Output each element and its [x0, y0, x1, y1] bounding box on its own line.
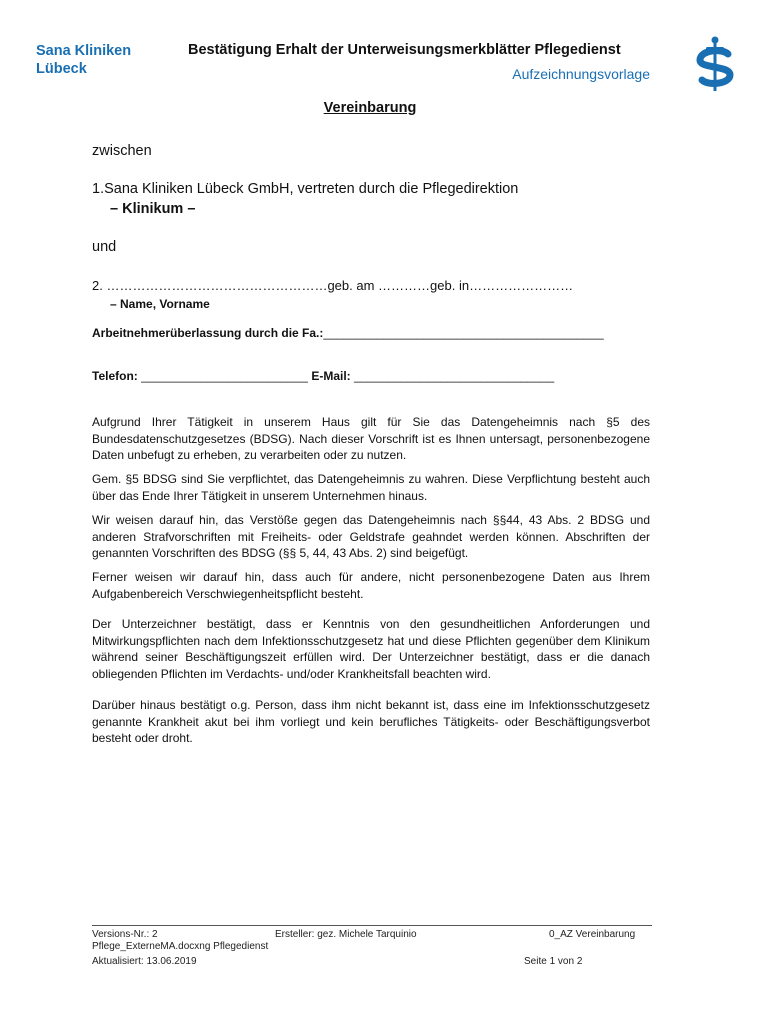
party-1: 1.Sana Kliniken Lübeck GmbH, vertreten durch die Pflegedirektion [92, 181, 519, 197]
footer-version: Versions-Nr.: 2 [92, 929, 158, 940]
brand-name [36, 42, 131, 78]
footer-author: Ersteller: gez. Michele Tarquinio [275, 929, 417, 940]
footer-updated: Aktualisiert: 13.06.2019 [92, 956, 197, 967]
party-1-role: – Klinikum – [110, 201, 196, 217]
email-blank: ______________________________ [354, 369, 555, 383]
paragraph-no-illness: Darüber hinaus bestätigt o.g. Person, dass ihm nicht bekannt ist, dass eine im Infektionsschutzgesetz genannte Krankheit akut bei ihm vorliegt und kein berufliches Tätigkeits- oder Beschäftigungsverbot besteht oder droht. [92, 698, 650, 745]
party-2-line: 2. ……………………………………………geb. am …………geb. in…………………… [92, 278, 574, 293]
agreement-heading: Vereinbarung [323, 100, 417, 116]
email-label: E-Mail: [311, 369, 351, 383]
footer-file: Pflege_ExterneMA.docxng Pflegedienst [92, 941, 269, 952]
paragraph-obligation: Gem. §5 BDSG sind Sie verpflichtet, das Datengeheimnis zu wahren. Diese Verpflichtung besteht auch über das Ende Ihrer Tätigkeit in unserem Unternehmen hinaus. [92, 472, 650, 503]
footer-divider [92, 925, 652, 926]
brand-line-2: Lübeck [36, 61, 87, 77]
and-text: und [92, 239, 117, 255]
paragraph-violations: Wir weisen darauf hin, das Verstöße gegen das Datengeheimnis nach §§44, 43 Abs. 2 BDSG und anderen Strafvorschriften mit Freiheits- oder Geldstrafe geahndet werden können. Abschriften der genannten Vorschriften des BDSG (§§ 5, 44, 43 Abs. 2) sind beigefügt. [92, 513, 650, 560]
between-text: zwischen [92, 143, 152, 159]
sana-logo-icon [692, 34, 738, 94]
brand-line-1: Sana Kliniken [36, 43, 132, 59]
phone-label: Telefon: [92, 369, 138, 383]
paragraph-confidentiality: Ferner weisen wir darauf hin, dass auch für andere, nicht personenbezogene Daten aus Ihrem Aufgabenbereich Verschwiegenheitspflicht besteht. [92, 570, 650, 601]
agency-label: Arbeitnehmerüberlassung durch die Fa.: [92, 326, 324, 340]
phone-blank: _________________________ [141, 369, 308, 383]
paragraph-data-secrecy: Aufgrund Ihrer Tätigkeit in unserem Haus gilt für Sie das Datengeheimnis nach §5 des Bundesdatenschutzgesetzes (BDSG). Nach dieser Vorschrift ist es Ihnen untersagt, personenbezogene Daten unbefugt zu erheben, zu verarbeiten oder zu nutzen. [92, 415, 650, 462]
document-subtitle: Aufzeichnungsvorlage [512, 66, 650, 82]
document-title: Bestätigung Erhalt der Unterweisungsmerkblätter Pflegedienst [188, 42, 621, 58]
footer-doc-code: 0_AZ Vereinbarung [549, 929, 636, 940]
agency-field [92, 326, 604, 340]
contact-field [92, 369, 554, 383]
agency-blank: __________________________________________ [323, 326, 604, 340]
footer-page-number: Seite 1 von 2 [524, 956, 583, 967]
party-2-role: – Name, Vorname [110, 297, 210, 311]
paragraph-infection-protection: Der Unterzeichner bestätigt, dass er Kenntnis von den gesundheitlichen Anforderungen und Mitwirkungspflichten nach dem Infektionsschutzgesetz hat und diese Pflichten gegenüber dem Klinikum während seiner Beschäftigungszeit erfüllen wird. Der Unterzeichner bestätigt, dass er die danach obliegenden Pflichten im Verdachts- und/oder Krankheitsfall beachten wird. [92, 617, 650, 681]
